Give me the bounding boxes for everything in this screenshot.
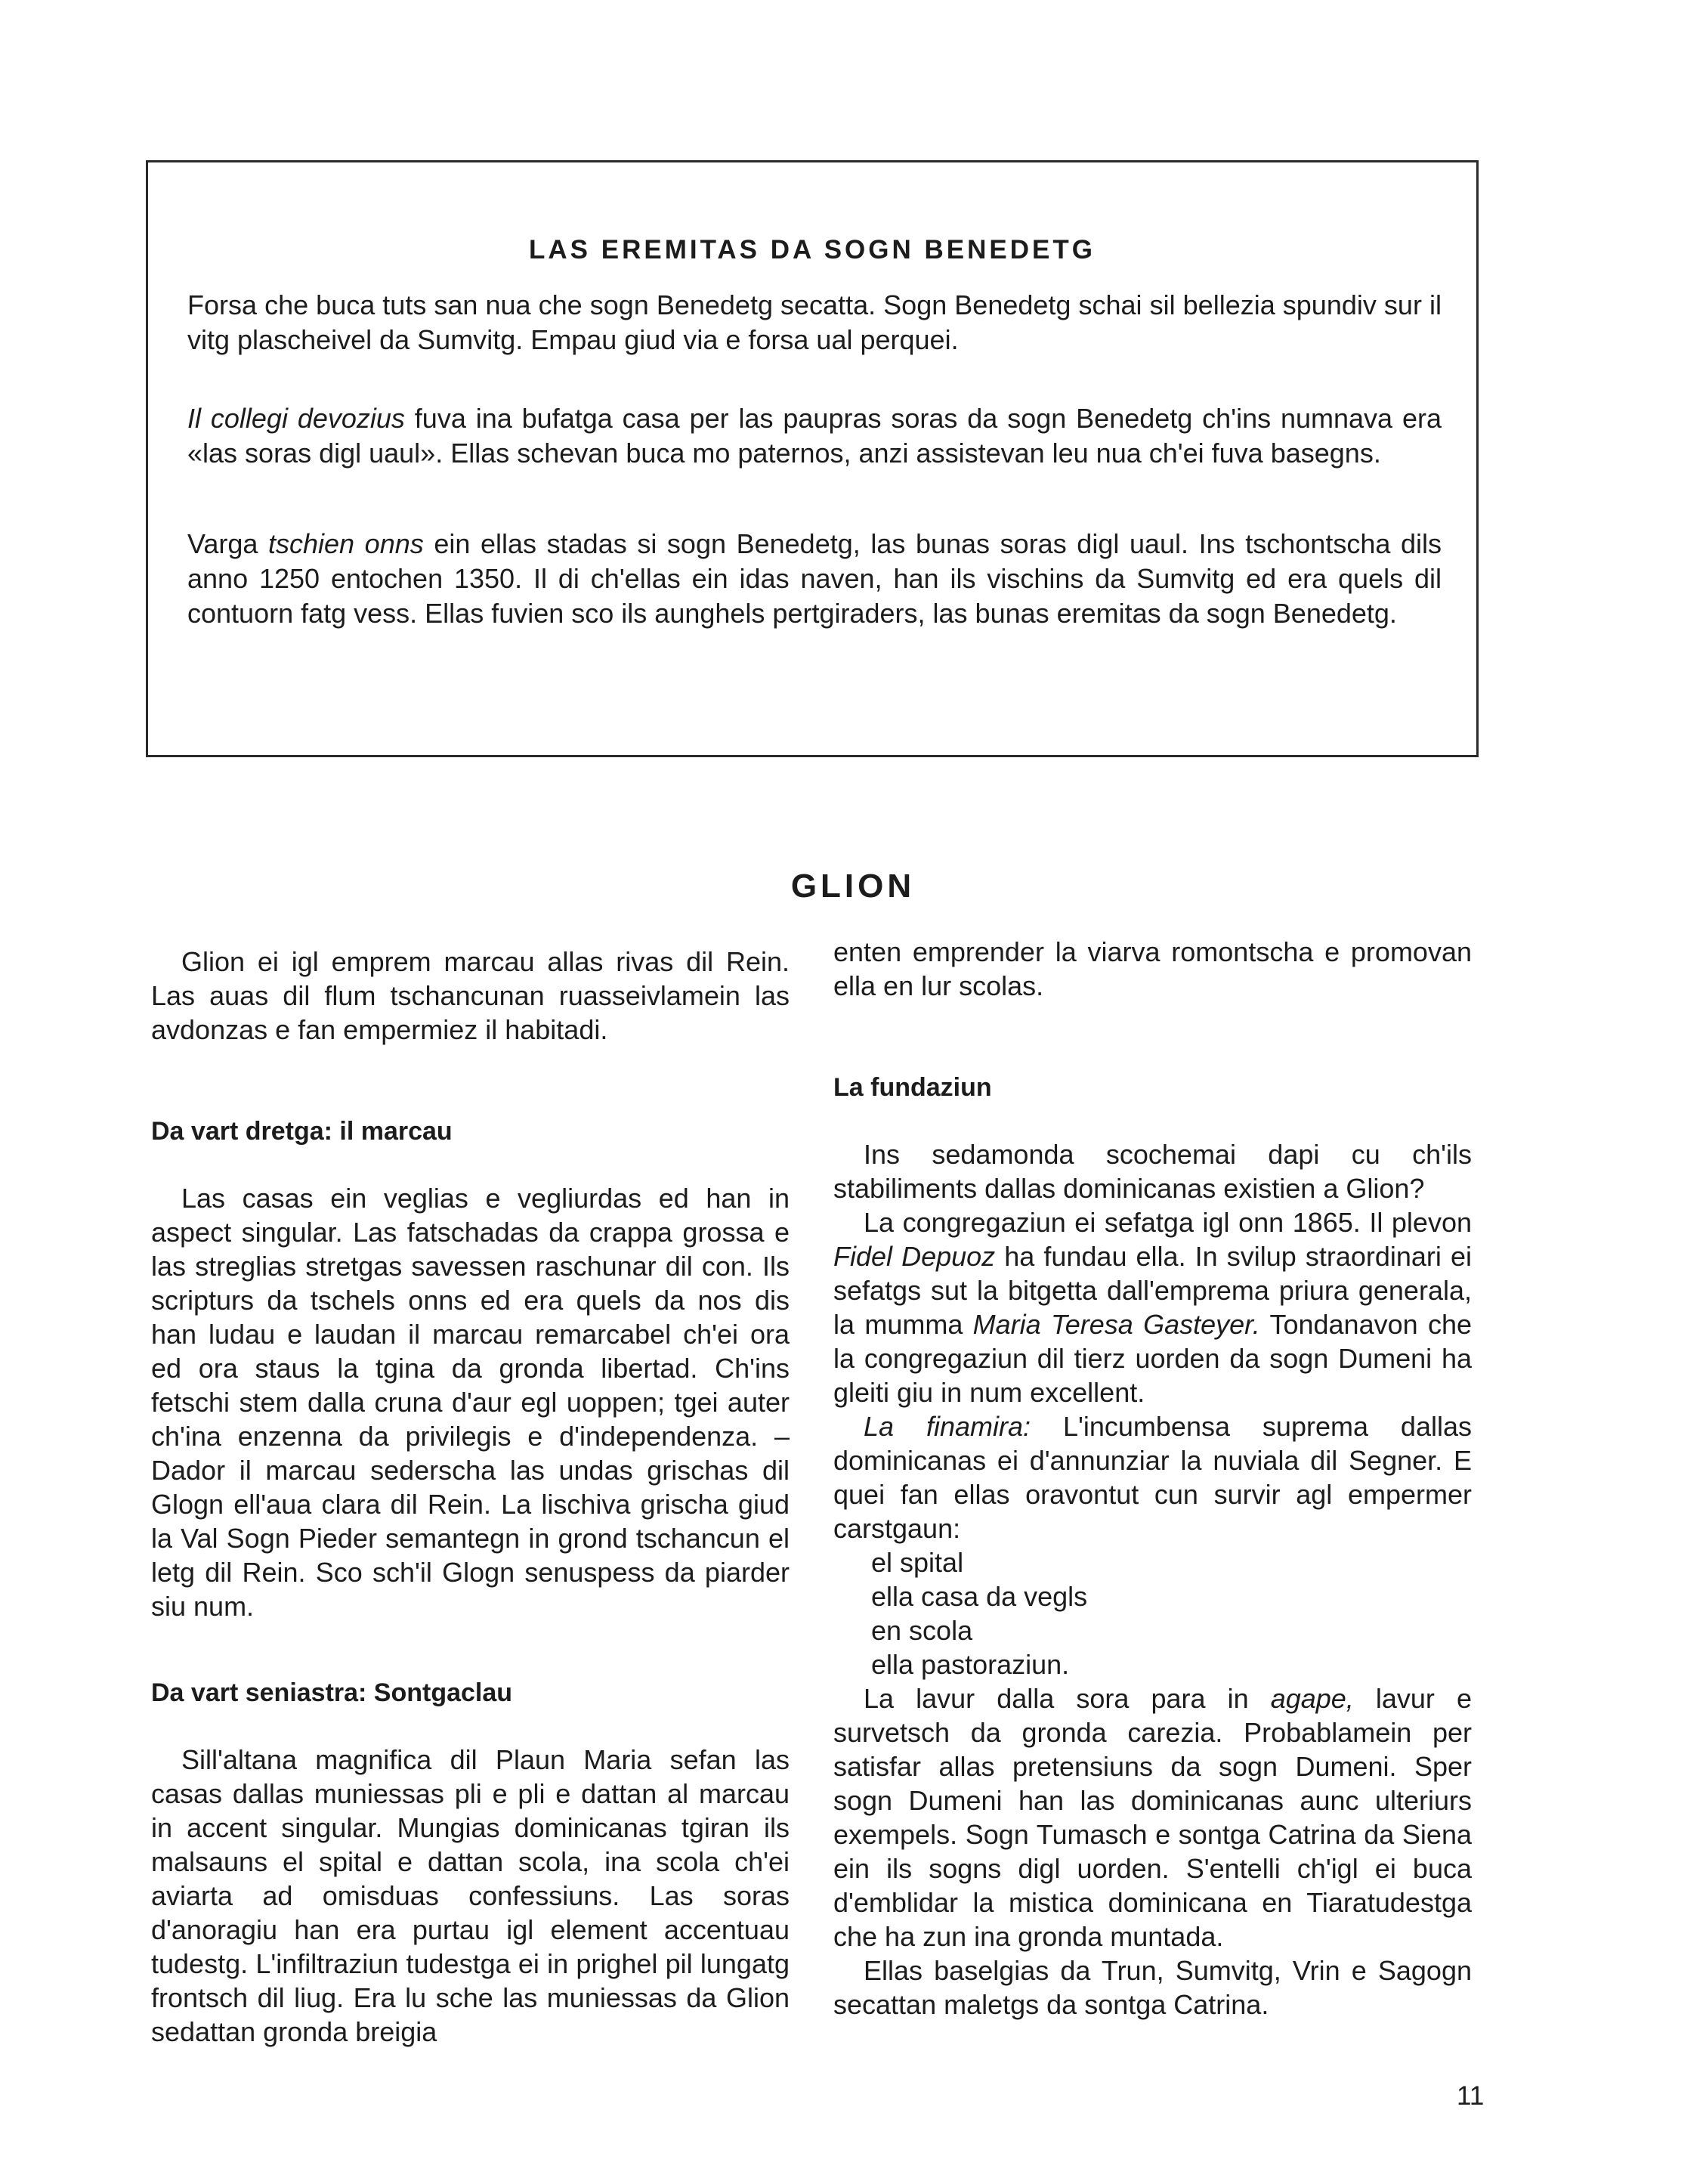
section-heading-fundaziun: La fundaziun bbox=[833, 1073, 992, 1102]
right-column bbox=[833, 935, 1472, 2022]
box-paragraph-2 bbox=[187, 401, 1442, 471]
box-paragraph-1: Forsa che buca tuts san nua che sogn Benedetg secatta. Sogn Benedetg schai sil bellezia spundiv sur il vitg plascheivel da Sumvitg. Empau giud via e forsa ual perquei. bbox=[187, 289, 1442, 355]
text-box bbox=[146, 160, 1479, 757]
section-heading-sontgaclau: Da vart seniastra: Sontgaclau bbox=[151, 1678, 513, 1707]
intro-paragraph: Glion ei igl emprem marcau allas rivas dil Rein. Las auas dil flum tschancunan ruasseivlamein las avdonzas e fan empermiez il habitadi. bbox=[151, 946, 790, 1045]
baselgias-paragraph: Ellas baselgias da Trun, Sumvitg, Vrin e Sagogn secattan maletgs da sontga Catrina. bbox=[833, 1955, 1472, 2020]
fundaziun-p2-text-c: Tondanavon che la congregaziun dil tierz uorden da sogn Dumeni ha gleiti giu in num excellent. bbox=[833, 1309, 1473, 1408]
agape-emphasis: agape, bbox=[1270, 1683, 1354, 1714]
marcau-paragraph: Las casas ein veglias e vegliurdas ed han in aspect singular. Las fatschadas da crappa grossa e las streglias stretgas savessen raschunar dil con. Ils scripturs da tschels onns ed era quels da nos dis han ludau e laudan il marcau remarcabel ch'ei ora ed ora staus la tgina da gronda libertad. Ch'ins fetschi stem dalla cruna d'aur egl uoppen; tgei auter ch'ina enzenna da privilegis e d'independenza. – Dador il marcau sederscha las undas grischas dil Glogn ell'aua clara dil Rein. La lischiva grischa giud la Val Sogn Pieder semantegn in grond tschancun el letg dil Rein. Sco sch'il Glogn senuspess da piarder siu num. bbox=[151, 1183, 790, 1622]
list-item: el spital bbox=[871, 1547, 964, 1578]
page-number: 11 bbox=[1457, 2081, 1485, 2111]
page-title: GLION bbox=[790, 868, 916, 905]
fundaziun-p2-text-a: La congregaziun ei sefatga igl onn 1865. Il plevon bbox=[864, 1207, 1472, 1238]
box-p3-text-b: ein ellas stadas si sogn Benedetg, las bunas soras digl uaul. Ins tschontscha dils anno 1250 entochen 1350. Il di ch'ellas ein idas naven, han ils vischins da Sumvitg ed era quels dil contuorn fatg vess. Ellas fuvien sco ils aunghels pertgiraders, las bunas eremitas da sogn Benedetg. bbox=[187, 528, 1442, 629]
agape-paragraph bbox=[833, 1681, 1472, 1954]
sontgaclau-paragraph: Sill'altana magnifica dil Plaun Maria sefan las casas dallas muniessas pli e pli e dattan al marcau in accent singular. Mungias dominicanas tgiran ils malsauns el spital e dattan scola, ina scola ch'ei aviarta ad omisduas confessiuns. Las soras d'anoragiu han era purtau igl element accentuau tudestg. L'infiltraziun tudestga ei in prighel pil lungatg frontsch dil liug. Era lu sche las muniessas da Glion sedattan gronda breigia bbox=[151, 1744, 790, 2047]
fundaziun-paragraph-2 bbox=[833, 1205, 1472, 1409]
fundaziun-paragraph-1: Ins sedamonda scochemai dapi cu ch'ils stabiliments dallas dominicanas existien a Glion? bbox=[833, 1139, 1472, 1204]
finamira-label: La finamira: bbox=[864, 1411, 1031, 1442]
fundaziun-p2-text-b: ha fundau ella. In svilup straordinari ei sefatgs sut la bitgetta dall'emprema priura generala, la mumma bbox=[833, 1241, 1472, 1340]
box-p3-text-a: Varga bbox=[187, 528, 268, 559]
agape-text-b: lavur e survetsch da gronda carezia. Probablamein per satisfar allas pretensiuns da sogn Dumeni. Sper sogn Dumeni han las dominicanas aunc ulteriurs exempels. Sogn Tumasch e sontga Catrina da Siena ein ils sogns digl uorden. S'entelli ch'igl ei buca d'emblidar la mistica dominicana en Tiaratudestga che ha zun ina gronda muntada. bbox=[833, 1683, 1472, 1952]
list-item: ella pastoraziun. bbox=[871, 1649, 1070, 1680]
box-p3-emphasis: tschien onns bbox=[268, 528, 424, 559]
left-column bbox=[151, 945, 790, 2049]
list-item: ella casa da vegls bbox=[871, 1581, 1088, 1612]
finamira-text: L'incumbensa suprema dallas dominicanas ei d'annunziar la nuviala dil Segner. E quei fan ellas oravontut cun survir agl empermer carstgaun: bbox=[833, 1411, 1472, 1544]
box-p2-text: fuva ina bufatga casa per las paupras soras da sogn Benedetg ch'ins numnava era «las soras digl uaul». Ellas schevan buca mo paternos, anzi assistevan leu nua ch'ei fuva basegns. bbox=[187, 403, 1442, 469]
box-paragraph-3 bbox=[187, 527, 1442, 631]
box-title: LAS EREMITAS DA SOGN BENEDETG bbox=[529, 235, 1096, 264]
finamira-paragraph bbox=[833, 1409, 1472, 1545]
section-heading-marcau: Da vart dretga: il marcau bbox=[151, 1117, 453, 1146]
fundaziun-p2-emphasis-1: Fidel Depuoz bbox=[833, 1241, 996, 1272]
fundaziun-p2-emphasis-2: Maria Teresa Gasteyer. bbox=[972, 1309, 1260, 1340]
agape-text-a: La lavur dalla sora para in bbox=[864, 1683, 1271, 1714]
list-item: en scola bbox=[871, 1615, 973, 1646]
box-p2-emphasis: Il collegi devozius bbox=[187, 403, 405, 434]
continued-paragraph: enten emprender la viarva romontscha e promovan ella en lur scolas. bbox=[833, 936, 1472, 1001]
